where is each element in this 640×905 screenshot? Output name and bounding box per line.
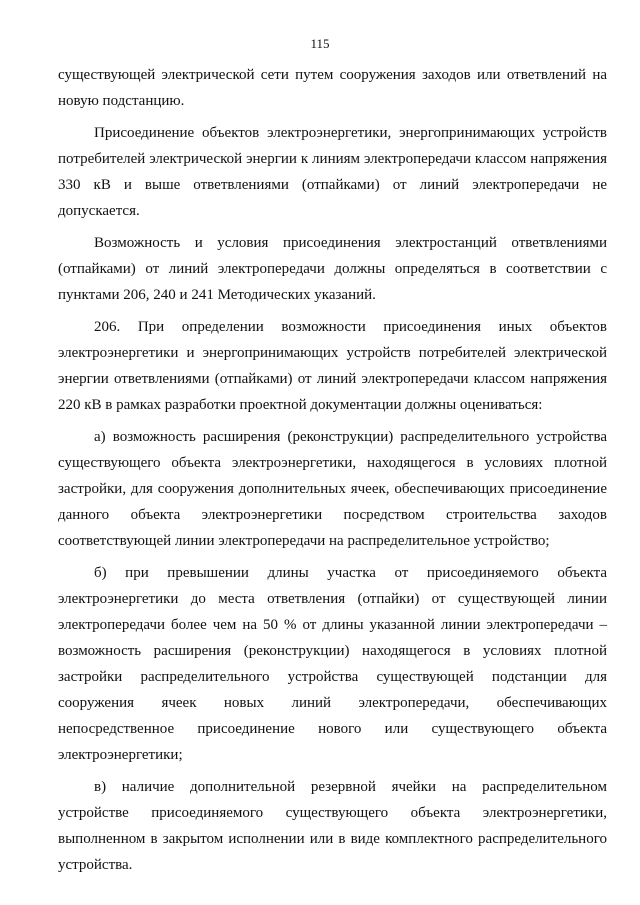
- paragraph-206-a: а) возможность расширения (реконструкции) распределительного устройства существующего объекта электроэнергетики, находящегося в условиях плотной застройки, для сооружения дополнительных ячеек, обеспечивающих присоединение данного объекта электроэнергетики посредством строительства заходов соответствующей линии электропередачи на распределительное устройство;: [58, 429, 607, 549]
- body-text: [58, 62, 607, 878]
- paragraph-continuation: существующей электрической сети путем сооружения заходов или ответвлений на новую подстанцию.: [58, 67, 607, 109]
- page-number: 115: [310, 36, 330, 51]
- paragraph-206-v: в) наличие дополнительной резервной ячейки на распределительном устройстве присоединяемого существующего объекта электроэнергетики, выполненном в закрытом исполнении или в виде комплектного распределительного устройства.: [58, 779, 607, 873]
- paragraph-connection-prohibition: Присоединение объектов электроэнергетики, энергопринимающих устройств потребителей электрической энергии к линиям электропередачи классом напряжения 330 кВ и выше ответвлениями (отпайками) от линий электропередачи не допускается.: [58, 125, 607, 219]
- paragraph-206-b: б) при превышении длины участка от присоединяемого объекта электроэнергетики до места ответвления (отпайки) от существующей линии электропередачи более чем на 50 % от длины указанной линии электропередачи – возможность расширения (реконструкции) находящегося в условиях плотной застройки распределительного устройства существующей подстанции для сооружения ячеек новых линий электропередачи, обеспечивающих непосредственное присоединение нового или существующего объекта электроэнергетики;: [58, 565, 607, 763]
- paragraph-power-stations: Возможность и условия присоединения электростанций ответвлениями (отпайками) от линий электропередачи должны определяться в соответствии с пунктами 206, 240 и 241 Методических указаний.: [58, 235, 607, 303]
- paragraph-206: 206. При определении возможности присоединения иных объектов электроэнергетики и энергопринимающих устройств потребителей электрической энергии ответвлениями (отпайками) от линий электропередачи классом напряжения 220 кВ в рамках разработки проектной документации должны оцениваться:: [58, 319, 607, 413]
